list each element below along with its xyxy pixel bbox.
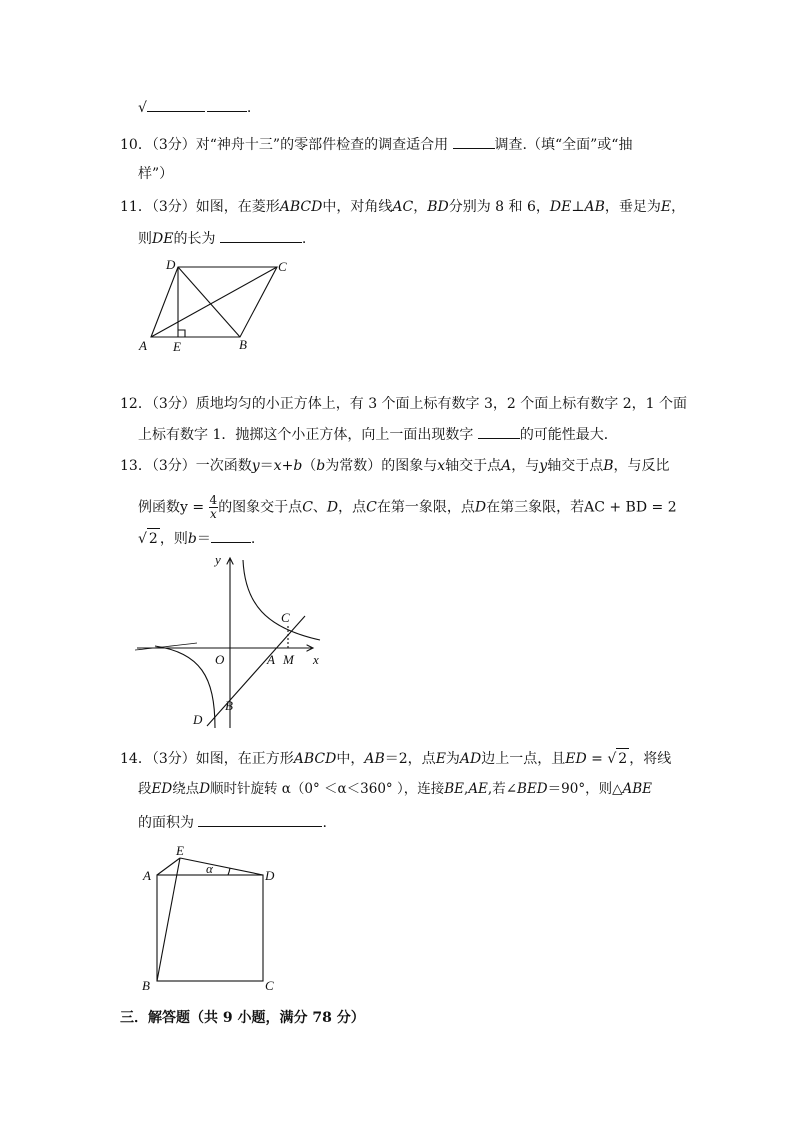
answer-blank[interactable] [453,134,495,149]
label-c: C [278,259,287,274]
segment-ea [157,858,180,875]
hyperbola-branch-3 [155,646,215,728]
label-o: O [215,652,225,667]
question-13-line2: 例函数y = $\frac{4}{x}$ 的图象交于点C、D，点C在第一象限，点D在第三象限，若AC + BD = 2 [138,493,677,521]
section-3-title: 三．解答题（共 9 小题，满分 78 分） [120,1010,365,1026]
sqrt-2: √ 2 [607,748,629,769]
label-d: D [265,868,275,883]
answer-blank[interactable] [207,97,247,112]
fraction-4-over-x: $\frac{4}{x}$ [209,493,218,521]
question-12: 12．（3分）质地均匀的小正方体上，有 3 个面上标有数字 3，2 个面上标有数字 2，1 个面 [120,396,687,412]
label-m: M [283,652,294,667]
label-b: B [225,698,233,713]
question-11-line2: 则DE的长为 . [138,228,306,249]
question-14-line2: 段ED绕点D顺时针旋转 α（0° ＜α＜360° ），连接BE,AE,若∠BED＝90°，则△ABE [138,781,652,797]
question-10: 10．（3分）对“神舟十三”的零部件检查的调查适合用 调查.（填“全面”或“抽 [120,134,632,155]
label-d: D [166,257,176,272]
diagonal-bd [178,267,240,337]
label-y: y [215,552,221,567]
question-12-line2: 上标有数字 1．抛掷这个小正方体，向上一面出现数字 的可能性最大． [138,424,618,445]
label-alpha: α [206,861,213,876]
answer-blank[interactable] [220,228,302,243]
label-a: A [267,652,275,667]
label-e: E [173,339,181,354]
top-fragment: √ . [138,97,251,118]
q13-graph-figure [135,548,335,733]
label-c: C [281,610,290,625]
segment-ed [180,858,263,875]
line-y-x-plus-b [207,616,305,726]
label-x: x [313,652,319,667]
hyperbola-branch-1 [243,560,320,640]
segment-eb [157,858,180,981]
question-10-line2: 样”） [138,166,174,182]
answer-blank[interactable] [478,424,520,439]
question-14-line3: 的面积为 . [138,812,327,833]
label-e: E [176,843,184,858]
sqrt-2: √ 2 [138,528,160,549]
label-b: B [239,337,247,352]
hyperbola-tail [135,643,197,650]
answer-blank[interactable] [147,97,205,112]
angle-alpha-arc [228,868,230,875]
question-11: 11．（3分）如图，在菱形ABCD中，对角线AC，BD分别为 8 和 6，DE⊥AB，垂足为E， [120,199,686,215]
q14-square-figure [135,840,285,1000]
right-angle-mark [178,330,185,337]
square-abcd [157,875,263,981]
label-a: A [139,338,147,353]
answer-blank[interactable] [198,812,322,827]
radical-symbol: √ [138,100,147,116]
answer-blank[interactable] [211,528,251,543]
question-14: 14．（3分）如图，在正方形ABCD中，AB＝2，点E为AD边上一点，且ED = √ 2 ，将线 [120,748,671,769]
label-b: B [142,978,150,993]
label-d: D [193,712,203,727]
label-c: C [265,978,274,993]
question-13-line3: √ 2 ，则b＝ . [138,528,255,549]
label-a: A [143,868,151,883]
q11-rhombus-figure [135,255,295,355]
question-13: 13．（3分）一次函数y＝x+b（b为常数）的图象与x轴交于点A，与y轴交于点B，与反比 [120,458,670,474]
